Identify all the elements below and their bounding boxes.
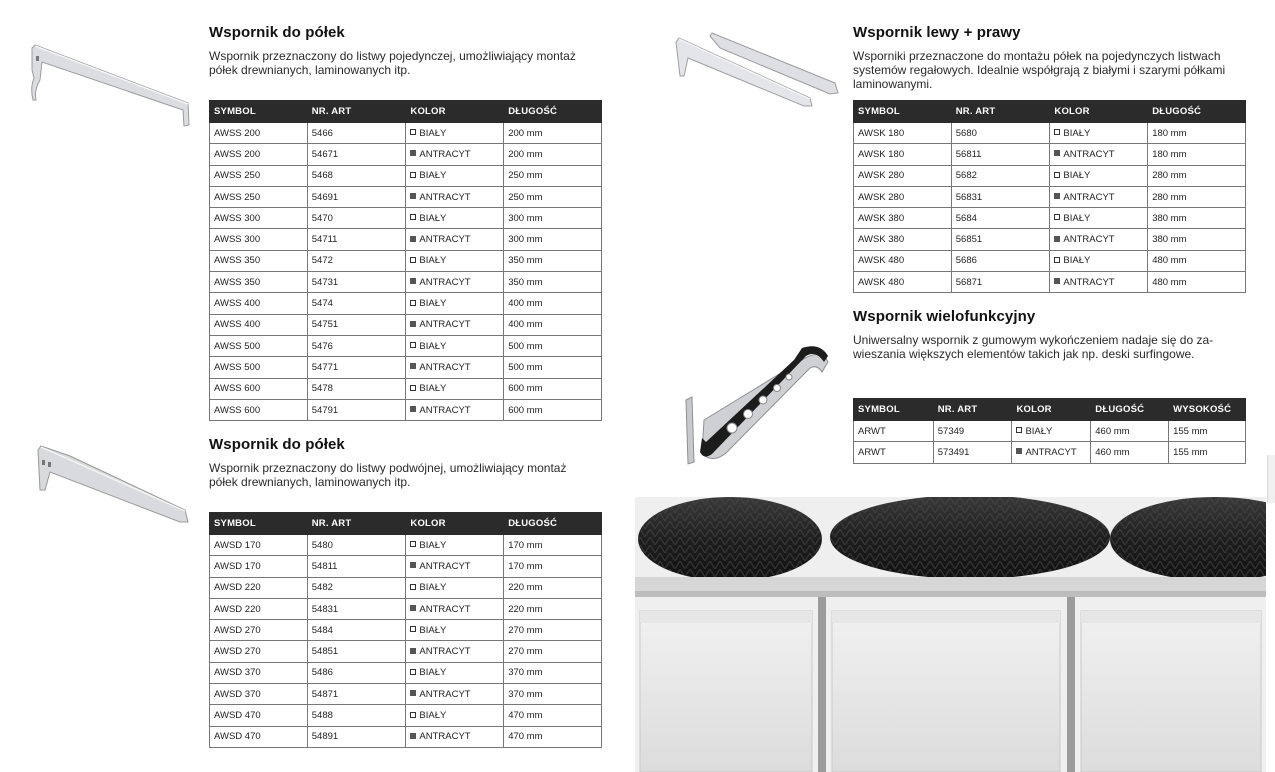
color-label: BIAŁY [419, 255, 447, 267]
table-cell: 5476 [307, 335, 406, 356]
table-cell: 54831 [307, 598, 406, 619]
table-cell [406, 123, 504, 144]
table-cell: ARWT [854, 442, 934, 463]
table-cell: 5466 [307, 123, 406, 144]
table-cell: ARWT [854, 421, 934, 442]
table-cell: 5470 [307, 208, 406, 229]
table-cell: 600 mm [504, 378, 602, 399]
color-swatch-icon [410, 300, 416, 306]
section-single-bracket [209, 24, 609, 77]
table-cell: 56851 [951, 229, 1050, 250]
table-cell [406, 535, 504, 556]
table-row [210, 620, 602, 641]
color-label: BIAŁY [1025, 425, 1053, 437]
color-swatch-icon [410, 257, 416, 263]
table-row [210, 641, 602, 662]
table-cell: 5486 [307, 662, 406, 683]
table-cell: 155 mm [1169, 421, 1246, 442]
table-cell: AWSD 470 [210, 705, 308, 726]
color-label: ANTRACYT [1063, 276, 1115, 288]
table-cell: 370 mm [504, 662, 602, 683]
color-swatch-icon [410, 342, 416, 348]
color-label: BIAŁY [1063, 170, 1091, 182]
left-right-bracket-image [670, 28, 845, 108]
table-cell: 470 mm [504, 726, 602, 747]
table-cell: AWSK 380 [854, 208, 952, 229]
table-row [210, 662, 602, 683]
table-cell [1012, 442, 1091, 463]
table-cell: 470 mm [504, 705, 602, 726]
color-swatch-icon [1054, 257, 1060, 263]
table-cell: 200 mm [504, 144, 602, 165]
color-label: ANTRACYT [419, 319, 471, 331]
table-cell: AWSD 270 [210, 620, 308, 641]
table-cell [406, 314, 504, 335]
column-header: KOLOR [406, 101, 504, 123]
table-cell: 54691 [307, 186, 406, 207]
table-cell [406, 598, 504, 619]
table-header-row [210, 101, 602, 123]
table-cell: AWSK 280 [854, 186, 952, 207]
color-swatch-icon [1054, 129, 1060, 135]
color-swatch-icon [410, 172, 416, 178]
desc-line: Uniwersalny wspornik z gumowym wykończeniem nadaje się do za- [853, 333, 1214, 347]
table-cell: 5686 [951, 250, 1050, 271]
section-description [853, 333, 1253, 361]
color-swatch-icon [1016, 427, 1022, 433]
color-swatch-icon [410, 406, 416, 412]
table-row [210, 250, 602, 271]
table-cell [406, 144, 504, 165]
color-swatch-icon [410, 669, 416, 675]
table-row [854, 165, 1246, 186]
table-cell: 280 mm [1148, 186, 1246, 207]
desc-line: Wspornik przeznaczony do listwy podwójnej, umożliwiający montaż [209, 461, 567, 475]
table-cell: 180 mm [1148, 123, 1246, 144]
table-cell: AWSK 380 [854, 229, 952, 250]
color-label: BIAŁY [419, 127, 447, 139]
color-label: BIAŁY [419, 710, 447, 722]
table-row [854, 144, 1246, 165]
table-cell [406, 293, 504, 314]
desc-line: laminowanymi. [853, 77, 933, 91]
table-cell: 57349 [933, 421, 1012, 442]
section-title: Wspornik lewy + prawy [853, 24, 1021, 41]
table-cell: 54751 [307, 314, 406, 335]
table-cell [1050, 165, 1148, 186]
table-cell: 380 mm [1148, 229, 1246, 250]
table-row [854, 442, 1246, 463]
color-swatch-icon [1054, 193, 1060, 199]
spec-table-single [209, 100, 602, 421]
table-cell: 5472 [307, 250, 406, 271]
table-cell: 200 mm [504, 123, 602, 144]
color-swatch-icon [410, 626, 416, 632]
color-label: BIAŁY [419, 212, 447, 224]
column-header: KOLOR [406, 513, 504, 535]
table-cell [1050, 208, 1148, 229]
table-row [854, 208, 1246, 229]
spec-table-left-right [853, 100, 1246, 293]
desc-line: półek drewnianych, laminowanych itp. [209, 475, 411, 489]
table-cell [406, 378, 504, 399]
color-swatch-icon [410, 193, 416, 199]
table-cell: AWSS 250 [210, 165, 308, 186]
table-cell: 480 mm [1148, 272, 1246, 293]
table-header-row [854, 399, 1246, 421]
color-swatch-icon [1054, 236, 1060, 242]
table-cell: AWSD 220 [210, 598, 308, 619]
color-label: BIAŁY [1063, 255, 1091, 267]
table-cell: AWSD 170 [210, 535, 308, 556]
column-header: DŁUGOŚĆ [1091, 399, 1169, 421]
color-swatch-icon [410, 278, 416, 284]
spec-table-multifunction [853, 398, 1246, 464]
table-cell: 54811 [307, 556, 406, 577]
table-cell: 350 mm [504, 272, 602, 293]
color-swatch-icon [1016, 448, 1022, 454]
table-cell: 300 mm [504, 208, 602, 229]
table-cell: AWSS 350 [210, 272, 308, 293]
table-row [210, 186, 602, 207]
table-row [210, 684, 602, 705]
table-cell: 600 mm [504, 399, 602, 420]
single-bracket-image [22, 40, 197, 135]
color-swatch-icon [410, 712, 416, 718]
table-cell: 180 mm [1148, 144, 1246, 165]
table-cell: 220 mm [504, 577, 602, 598]
table-cell: 573491 [933, 442, 1012, 463]
table-cell [1050, 144, 1148, 165]
multifunction-bracket-image [682, 342, 832, 467]
table-cell: 56811 [951, 144, 1050, 165]
table-cell [406, 705, 504, 726]
table-row [210, 165, 602, 186]
table-cell [406, 577, 504, 598]
table-row [210, 357, 602, 378]
table-cell: AWSK 180 [854, 123, 952, 144]
table-cell: 5482 [307, 577, 406, 598]
table-cell: 400 mm [504, 314, 602, 335]
table-row [210, 293, 602, 314]
table-cell [406, 556, 504, 577]
color-swatch-icon [410, 541, 416, 547]
table-row [854, 229, 1246, 250]
table-cell: AWSK 180 [854, 144, 952, 165]
color-swatch-icon [1054, 150, 1060, 156]
table-cell [406, 272, 504, 293]
color-label: BIAŁY [419, 170, 447, 182]
table-cell: AWSD 220 [210, 577, 308, 598]
color-label: BIAŁY [419, 582, 447, 594]
table-row [210, 598, 602, 619]
table-cell: 380 mm [1148, 208, 1246, 229]
desc-line: wieszania większych elementów takich jak np. deski surfingowe. [853, 347, 1195, 361]
desc-line: Wsporniki przeznaczone do montażu półek na pojedynczych listwach [853, 49, 1221, 63]
table-cell: 56871 [951, 272, 1050, 293]
table-row [210, 123, 602, 144]
section-title: Wspornik do półek [209, 436, 345, 453]
color-label: ANTRACYT [419, 234, 471, 246]
column-header: KOLOR [1012, 399, 1091, 421]
color-label: ANTRACYT [419, 603, 471, 615]
table-cell: 56831 [951, 186, 1050, 207]
table-row [854, 250, 1246, 271]
table-cell: 54891 [307, 726, 406, 747]
color-swatch-icon [410, 584, 416, 590]
table-row [210, 378, 602, 399]
table-cell: AWSK 280 [854, 165, 952, 186]
section-description [209, 49, 609, 77]
table-cell: 370 mm [504, 684, 602, 705]
column-header: KOLOR [1050, 101, 1148, 123]
table-cell: 5478 [307, 378, 406, 399]
table-cell: 250 mm [504, 165, 602, 186]
section-description [853, 49, 1253, 91]
column-header: NR. ART [307, 101, 406, 123]
table-cell: AWSD 270 [210, 641, 308, 662]
table-cell: 5468 [307, 165, 406, 186]
section-title: Wspornik do półek [209, 24, 345, 41]
table-row [854, 272, 1246, 293]
table-cell [1012, 421, 1091, 442]
table-cell: AWSD 370 [210, 662, 308, 683]
table-cell [1050, 250, 1148, 271]
table-row [210, 535, 602, 556]
section-description [209, 461, 609, 489]
color-swatch-icon [410, 150, 416, 156]
table-cell: AWSS 300 [210, 229, 308, 250]
double-bracket-image [30, 442, 195, 532]
table-row [854, 421, 1246, 442]
table-row [210, 335, 602, 356]
color-swatch-icon [1054, 278, 1060, 284]
column-header: SYMBOL [210, 513, 308, 535]
table-cell: AWSS 400 [210, 314, 308, 335]
color-label: ANTRACYT [1063, 234, 1115, 246]
column-header: DŁUGOŚĆ [504, 513, 602, 535]
table-cell [406, 641, 504, 662]
table-cell: 54711 [307, 229, 406, 250]
table-cell: 250 mm [504, 186, 602, 207]
table-cell [406, 335, 504, 356]
table-cell: AWSS 600 [210, 378, 308, 399]
color-swatch-icon [410, 236, 416, 242]
color-label: ANTRACYT [419, 688, 471, 700]
color-label: ANTRACYT [419, 148, 471, 160]
color-swatch-icon [410, 129, 416, 135]
table-cell: 54671 [307, 144, 406, 165]
table-cell: 54771 [307, 357, 406, 378]
table-cell: 5682 [951, 165, 1050, 186]
table-row [854, 123, 1246, 144]
table-cell: 400 mm [504, 293, 602, 314]
table-cell: 5484 [307, 620, 406, 641]
table-cell [1050, 123, 1148, 144]
table-cell [406, 165, 504, 186]
color-label: BIAŁY [419, 298, 447, 310]
color-label: ANTRACYT [419, 646, 471, 658]
table-cell: 220 mm [504, 598, 602, 619]
table-cell [406, 357, 504, 378]
color-swatch-icon [410, 321, 416, 327]
table-cell: 155 mm [1169, 442, 1246, 463]
table-cell: 460 mm [1091, 421, 1169, 442]
table-cell: 270 mm [504, 620, 602, 641]
color-label: BIAŁY [1063, 127, 1091, 139]
table-cell [406, 684, 504, 705]
table-cell: AWSS 600 [210, 399, 308, 420]
table-cell [406, 208, 504, 229]
shelf-photo-illustration [635, 497, 1266, 772]
table-header-row [854, 101, 1246, 123]
table-cell: 170 mm [504, 535, 602, 556]
column-header: WYSOKOŚĆ [1169, 399, 1246, 421]
table-cell [406, 726, 504, 747]
color-swatch-icon [410, 605, 416, 611]
color-label: BIAŁY [419, 383, 447, 395]
table-cell: AWSK 480 [854, 272, 952, 293]
table-row [854, 186, 1246, 207]
table-row [210, 229, 602, 250]
table-cell: 500 mm [504, 357, 602, 378]
color-swatch-icon [410, 733, 416, 739]
table-cell: AWSS 200 [210, 144, 308, 165]
column-header: SYMBOL [210, 101, 308, 123]
color-label: ANTRACYT [419, 560, 471, 572]
table-cell: 170 mm [504, 556, 602, 577]
table-cell: 54851 [307, 641, 406, 662]
table-cell: 5474 [307, 293, 406, 314]
table-cell: AWSS 500 [210, 357, 308, 378]
table-row [210, 399, 602, 420]
table-cell: 5488 [307, 705, 406, 726]
column-header: NR. ART [933, 399, 1012, 421]
shelf-photo [635, 497, 1266, 772]
color-label: BIAŁY [419, 667, 447, 679]
color-label: ANTRACYT [1025, 446, 1077, 458]
table-cell [406, 186, 504, 207]
table-row [210, 705, 602, 726]
color-swatch-icon [410, 562, 416, 568]
color-swatch-icon [410, 363, 416, 369]
color-label: ANTRACYT [419, 731, 471, 743]
desc-line: Wspornik przeznaczony do listwy pojedynczej, umożliwiający montaż [209, 49, 576, 63]
table-cell: AWSS 350 [210, 250, 308, 271]
color-label: ANTRACYT [419, 276, 471, 288]
table-cell [406, 662, 504, 683]
table-cell: AWSS 300 [210, 208, 308, 229]
color-swatch-icon [410, 690, 416, 696]
color-swatch-icon [410, 214, 416, 220]
table-row [210, 144, 602, 165]
table-cell: 270 mm [504, 641, 602, 662]
table-cell: AWSS 500 [210, 335, 308, 356]
color-label: ANTRACYT [419, 191, 471, 203]
table-cell: AWSD 470 [210, 726, 308, 747]
section-double-bracket [209, 436, 609, 489]
column-header: NR. ART [307, 513, 406, 535]
table-cell: AWSS 400 [210, 293, 308, 314]
table-cell: 300 mm [504, 229, 602, 250]
spec-table-double [209, 512, 602, 748]
table-header-row [210, 513, 602, 535]
table-cell: 5684 [951, 208, 1050, 229]
table-cell: AWSD 170 [210, 556, 308, 577]
table-cell [1050, 272, 1148, 293]
color-label: ANTRACYT [419, 361, 471, 373]
column-header: SYMBOL [854, 399, 934, 421]
color-label: BIAŁY [419, 539, 447, 551]
table-cell [406, 229, 504, 250]
desc-line: półek drewnianych, laminowanych itp. [209, 63, 411, 77]
table-cell: 54871 [307, 684, 406, 705]
color-label: BIAŁY [419, 340, 447, 352]
color-label: ANTRACYT [419, 404, 471, 416]
desc-line: systemów regałowych. Idealnie współgrają z białymi i szarymi półkami [853, 63, 1226, 77]
table-cell: 5480 [307, 535, 406, 556]
table-cell: 350 mm [504, 250, 602, 271]
column-header: DŁUGOŚĆ [504, 101, 602, 123]
column-header: SYMBOL [854, 101, 952, 123]
table-row [210, 272, 602, 293]
scrollbar[interactable] [1267, 455, 1275, 503]
column-header: DŁUGOŚĆ [1148, 101, 1246, 123]
section-multifunction-bracket [853, 308, 1253, 361]
color-swatch-icon [410, 385, 416, 391]
table-row [210, 726, 602, 747]
table-cell [406, 250, 504, 271]
table-cell: AWSS 200 [210, 123, 308, 144]
table-row [210, 208, 602, 229]
table-cell: 54731 [307, 272, 406, 293]
color-label: BIAŁY [1063, 212, 1091, 224]
color-swatch-icon [1054, 172, 1060, 178]
color-swatch-icon [1054, 214, 1060, 220]
table-cell: 54791 [307, 399, 406, 420]
color-label: ANTRACYT [1063, 148, 1115, 160]
table-cell [1050, 229, 1148, 250]
color-swatch-icon [410, 648, 416, 654]
table-cell [406, 399, 504, 420]
table-cell: 480 mm [1148, 250, 1246, 271]
table-cell [1050, 186, 1148, 207]
section-left-right-bracket [853, 24, 1253, 91]
table-row [210, 556, 602, 577]
table-cell: 280 mm [1148, 165, 1246, 186]
table-cell [406, 620, 504, 641]
column-header: NR. ART [951, 101, 1050, 123]
table-cell: AWSD 370 [210, 684, 308, 705]
table-cell: 460 mm [1091, 442, 1169, 463]
table-cell: 500 mm [504, 335, 602, 356]
table-cell: AWSS 250 [210, 186, 308, 207]
table-row [210, 577, 602, 598]
table-cell: 5680 [951, 123, 1050, 144]
section-title: Wspornik wielofunkcyjny [853, 308, 1036, 325]
color-label: ANTRACYT [1063, 191, 1115, 203]
table-row [210, 314, 602, 335]
table-cell: AWSK 480 [854, 250, 952, 271]
color-label: BIAŁY [419, 624, 447, 636]
